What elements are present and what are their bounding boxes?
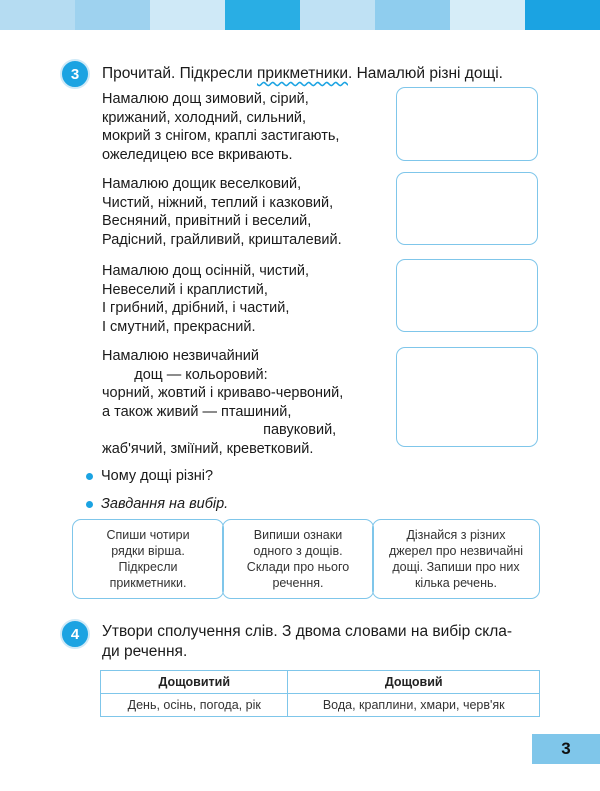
stripe-segment [0,0,75,30]
instruction-text: Прочитай. Підкресли [102,65,257,82]
poem-stanza-1: Намалюю дощ зимовий, сірий, крижаний, холодний, сильний, мокрий з снігом, краплі застигають, ожеледицею все вкривають. [102,91,340,163]
task-4-instruction [102,622,512,662]
instruction-text: . Намалюй різні дощі. [347,65,503,82]
task-3-badge: 3 [60,59,90,89]
choice-label: Завдання на вибір. [101,496,229,512]
choice-card-3 [372,519,540,599]
drawing-box-3[interactable] [396,259,538,332]
question-bullet [86,468,213,484]
stripe-segment [225,0,300,30]
poem-stanza-2: Намалюю дощик веселковий, Чистий, ніжний, теплий і казковий, Весняний, привітний і веселий, Радісний, грайливий, кришталевий. [102,176,342,248]
stripe-segment [150,0,225,30]
stripe-segment [375,0,450,30]
table-row [101,694,540,717]
stripe-segment [525,0,600,30]
stripe-segment [75,0,150,30]
choice-card-2 [222,519,374,599]
drawing-box-2[interactable] [396,172,538,245]
drawing-box-4[interactable] [396,347,538,447]
stripe-segment [300,0,375,30]
choice-bullet [86,496,228,512]
table-header: Дощовитий [101,671,288,694]
choice-card-1 [72,519,224,599]
choice-card-text: Дізнайся з різних джерел про незвичайні дощі. Запиши про них кілька речень. [388,528,524,590]
instruction-line: ди речення. [102,643,188,660]
table-header-row [101,671,540,694]
instruction-line: Утвори сполучення слів. З двома словами на вибір скла- [102,623,513,640]
bullet-dot-icon [86,501,93,508]
word-table [100,670,540,717]
page-number: 3 [532,734,600,764]
table-cell: День, осінь, погода, рік [101,694,288,717]
stripe-segment [450,0,525,30]
poem-stanza-3: Намалюю дощ осінній, чистий, Невеселий і краплистий, І грибний, дрібний, і частий, І смутний, прекрасний. [102,263,309,335]
task-4-badge: 4 [60,619,90,649]
drawing-box-1[interactable] [396,87,538,161]
poem-stanza-4: Намалюю незвичайний дощ — кольоровий: чорний, жовтий і криваво-червоний, а також живий — пташиний, павуковий, жаб'ячий, зміїний, креветковий. [102,348,344,457]
table-header: Дощовий [288,671,540,694]
question-text: Чому дощі різні? [101,468,214,484]
table-cell: Вода, краплини, хмари, черв'як [288,694,540,717]
task-3-instruction [102,64,503,84]
bullet-dot-icon [86,473,93,480]
instruction-underlined-word: прикметники [257,65,348,82]
header-stripe [0,0,600,30]
choice-card-text: Спиши чотири рядки вірша. Підкресли прикметники. [106,528,190,590]
choice-card-text: Випиши ознаки одного з дощів. Склади про нього речення. [246,528,350,590]
